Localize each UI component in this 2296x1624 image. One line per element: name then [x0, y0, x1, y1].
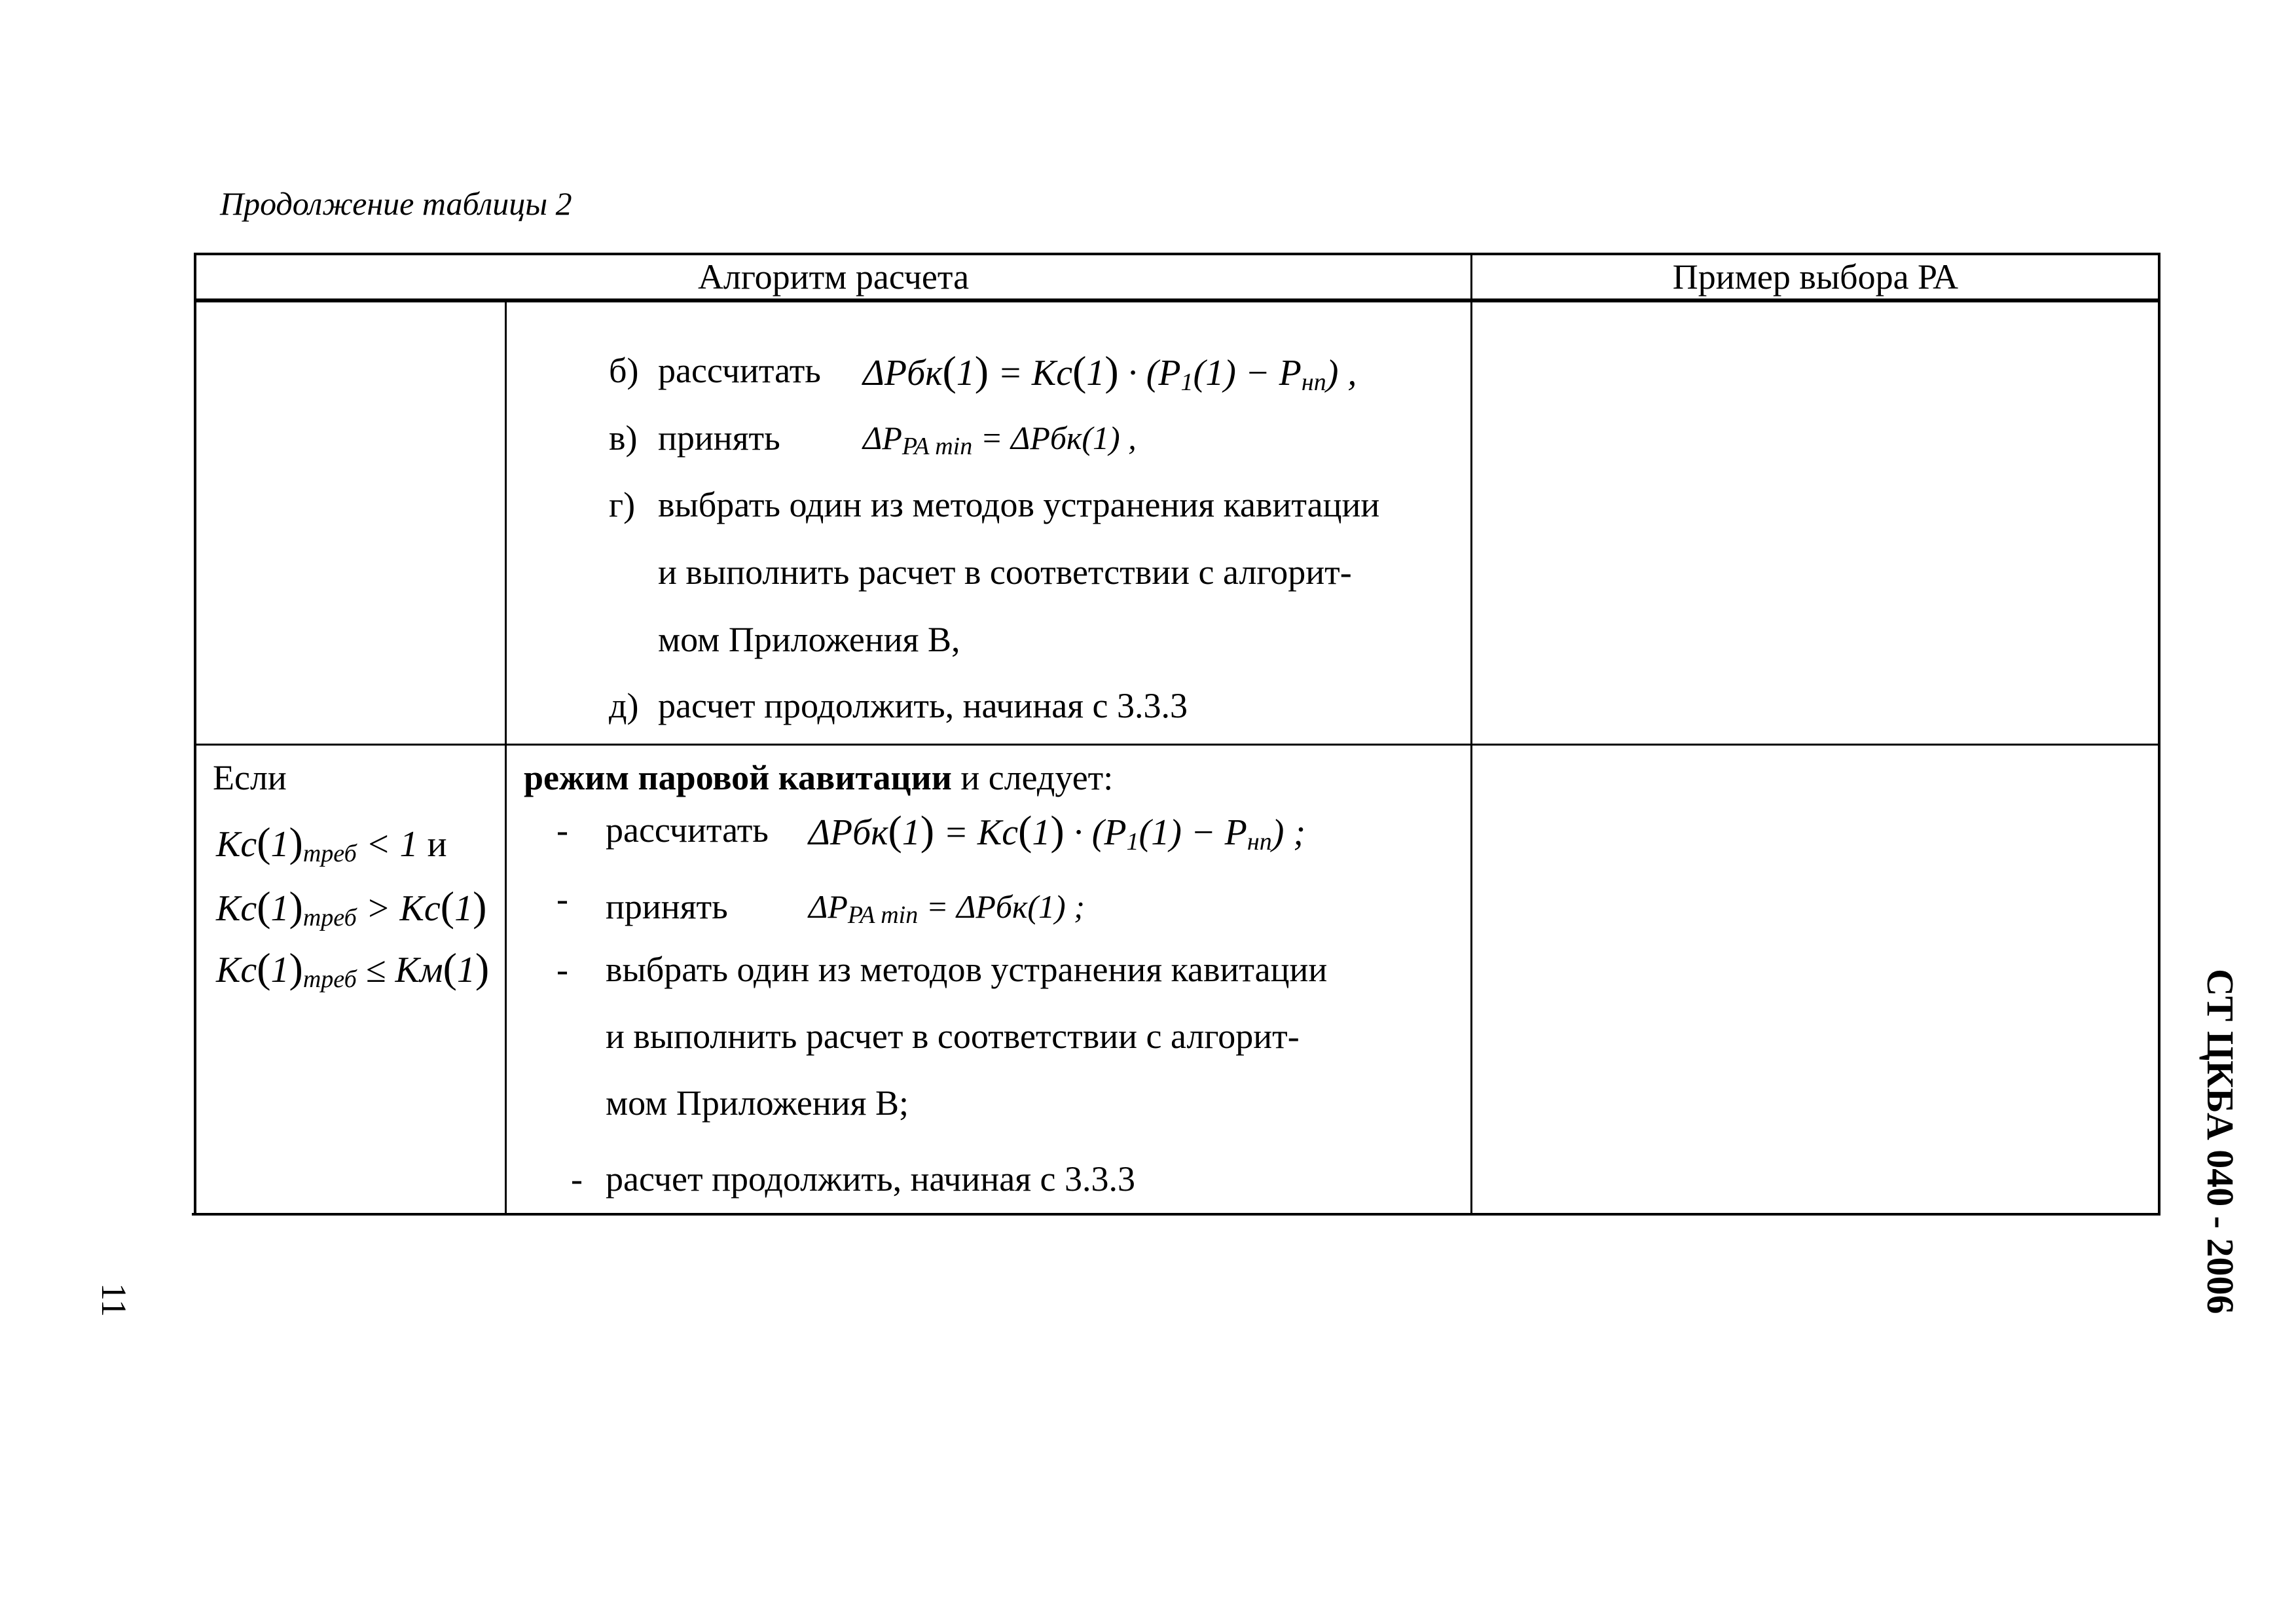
row-divider: [195, 744, 2160, 746]
step-b-label: б): [609, 351, 639, 390]
bullet-1-text: рассчитать: [606, 810, 769, 850]
step-d-label: д): [609, 686, 639, 725]
bullet-dash-1: -: [556, 810, 568, 850]
border-bottom: [192, 1213, 2160, 1216]
intro-bold: режим паровой кавитации: [524, 758, 952, 797]
bullet-2-formula: $\Delta P_{PA min} = \Delta Pбк(1)$ ;: [809, 888, 1085, 929]
col-divider-1: [505, 300, 507, 1216]
document-code: [2199, 969, 2269, 1335]
bullet-dash-2: -: [556, 879, 568, 918]
step-v-text: принять: [658, 418, 780, 458]
bullet-3-line-2: и выполнить расчет в соответствии с алгорит-: [606, 1017, 1300, 1056]
bullet-3-line-3: мом Приложения В;: [606, 1083, 909, 1123]
step-g-line-2: и выполнить расчет в соответствии с алгорит-: [658, 552, 1352, 592]
col-divider-2: [1470, 253, 1472, 1216]
border-right: [2158, 253, 2160, 1216]
step-b-formula: $\Delta Pбк(1) = Kc(1) \cdot (P_1(1) - P_{нп})$ ,: [863, 348, 1357, 396]
condition-3: $Kc(1)_{треб} \le Kм(1)$: [216, 945, 490, 993]
step-v-formula: $\Delta P_{PA min} = \Delta Pбк(1)$ ,: [863, 420, 1137, 460]
bullet-3-line-1: выбрать один из методов устранения кавитации: [606, 950, 1328, 989]
step-v-label: в): [609, 418, 638, 458]
step-b-text: рассчитать: [658, 351, 821, 390]
document-code-text: СТ ЦКБА 040 - 2006: [2199, 969, 2242, 1314]
bullet-1-formula: $\Delta Pбк(1) = Kc(1) \cdot (P_1(1) - P_{нп})$ ;: [809, 807, 1305, 856]
intro-rest: и следует:: [951, 758, 1114, 797]
bullet-2-text: принять: [606, 887, 728, 926]
condition-if: Если: [213, 758, 287, 797]
step-d-text: расчет продолжить, начиная с 3.3.3: [658, 686, 1188, 725]
condition-2: $Kc(1)_{треб} > Kc(1)$: [216, 883, 487, 931]
condition-1: $Kc(1)_{треб} < 1$ и: [216, 819, 447, 867]
step-g-label: г): [609, 485, 636, 524]
step-g-line-1: выбрать один из методов устранения кавитации: [658, 485, 1380, 524]
border-left: [194, 253, 196, 1216]
step-g-line-3: мом Приложения В,: [658, 620, 960, 659]
bullet-dash-3: -: [556, 950, 568, 989]
bullet-4-text: расчет продолжить, начиная с 3.3.3: [606, 1159, 1135, 1199]
table-caption: Продолжение таблицы 2: [220, 185, 572, 222]
header-example: Пример выбора РА: [1672, 257, 1959, 297]
header-algorithm: Алгоритм расчета: [697, 257, 970, 297]
page-number: 11: [94, 1283, 134, 1317]
bullet-dash-4: -: [571, 1159, 583, 1199]
row-2-intro: [524, 757, 1113, 798]
